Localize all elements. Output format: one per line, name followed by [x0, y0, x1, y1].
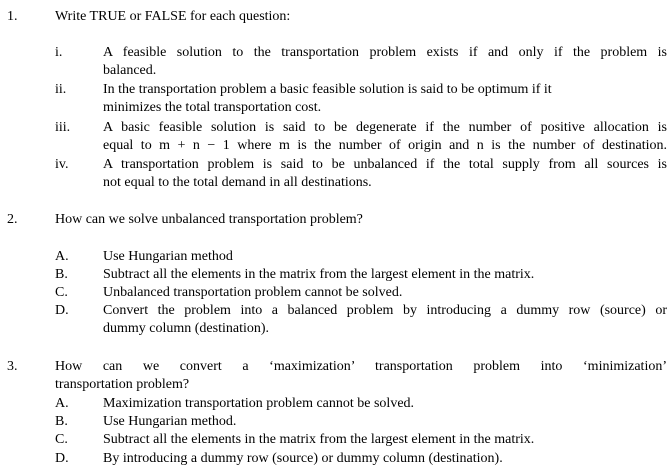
item-marker: iv.	[55, 157, 69, 172]
option-text: Convert the problem into a balanced problem by introducing a dummy row (source) or	[103, 303, 667, 318]
option-text: Use Hungarian method	[103, 249, 233, 264]
option-marker: A.	[55, 249, 69, 264]
question-prompt-line: How can we convert a ‘maximization’ transportation problem into ‘minimization’	[55, 359, 667, 374]
option-text: Subtract all the elements in the matrix from the largest element in the matrix.	[103, 267, 535, 282]
item-marker: ii.	[55, 82, 67, 97]
item-text-line: A basic feasible solution is said to be degenerate if the number of positive allocation is	[103, 120, 667, 135]
option-marker: C.	[55, 432, 68, 447]
question-number: 2.	[7, 212, 18, 227]
option-marker: D.	[55, 451, 69, 466]
option-marker: B.	[55, 267, 68, 282]
option-text: By introducing a dummy row (source) or dummy column (destination).	[103, 451, 503, 466]
option-text: Subtract all the elements in the matrix from the largest element in the matrix.	[103, 432, 535, 447]
item-text-line: equal to m + n − 1 where m is the number of origin and n is the number of destination.	[103, 138, 667, 153]
option-text: Maximization transportation problem cannot be solved.	[103, 396, 415, 411]
question-number: 1.	[7, 9, 18, 24]
option-text: Use Hungarian method.	[103, 414, 237, 429]
option-marker: D.	[55, 303, 69, 318]
question-prompt-line: transportation problem?	[55, 377, 190, 392]
item-text-line: A transportation problem is said to be unbalanced if the total supply from all sources is	[103, 157, 667, 172]
option-marker: C.	[55, 285, 68, 300]
option-marker: B.	[55, 414, 68, 429]
item-text-line: not equal to the total demand in all destinations.	[103, 175, 372, 190]
item-text-line: minimizes the total transportation cost.	[103, 100, 322, 115]
question-number: 3.	[7, 359, 18, 374]
option-text: dummy column (destination).	[103, 321, 270, 336]
item-marker: i.	[55, 45, 63, 60]
item-text-line: In the transportation problem a basic feasible solution is said to be optimum if it	[103, 82, 552, 97]
item-text-line: balanced.	[103, 63, 157, 78]
item-marker: iii.	[55, 120, 71, 135]
question-prompt: Write TRUE or FALSE for each question:	[55, 9, 291, 24]
question-prompt: How can we solve unbalanced transportation problem?	[55, 212, 363, 227]
option-text: Unbalanced transportation problem cannot be solved.	[103, 285, 403, 300]
item-text-line: A feasible solution to the transportation problem exists if and only if the problem is	[103, 45, 667, 60]
option-marker: A.	[55, 396, 69, 411]
